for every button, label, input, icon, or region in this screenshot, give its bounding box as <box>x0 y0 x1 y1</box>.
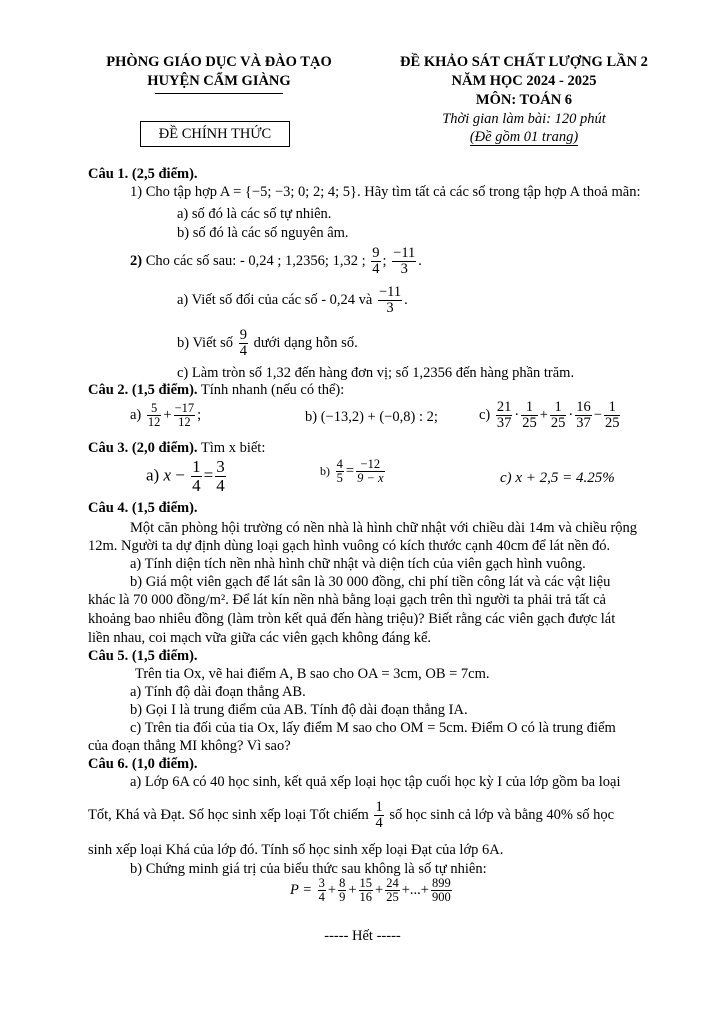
fraction <box>431 877 452 904</box>
q1-part2: 2) Cho các số sau: - 0,24 ; 1,2356; 1,32 ; $\frac{9}{4}$ ; $\frac{-11}{3}$ . <box>130 245 422 278</box>
fraction <box>521 400 538 431</box>
fraction <box>392 246 416 277</box>
q4-title: Câu 4. (1,5 điểm). <box>88 500 198 516</box>
numerator: 21 <box>496 399 512 415</box>
fraction <box>336 458 344 485</box>
q4-line2: 12m. Người ta dự định dùng loại gạch hình vuông có kích thước cạnh 40cm để lát nền đó. <box>88 538 611 554</box>
q5-title: Câu 5. (1,5 điểm). <box>88 648 198 664</box>
numerator: 15 <box>359 876 373 890</box>
denominator: 4 <box>375 815 383 832</box>
numerator: −12 <box>356 458 384 472</box>
q1-part2-label: 2) <box>130 253 143 270</box>
official-box: ĐỀ CHÍNH THỨC <box>140 121 290 147</box>
numerator: −11 <box>393 245 416 261</box>
fraction <box>191 458 202 495</box>
q3-heading <box>88 440 265 457</box>
numerator: 8 <box>339 876 346 890</box>
denominator: 25 <box>522 415 537 432</box>
q5-line3: b) Gọi I là trung điểm của AB. Tính độ dài đoạn thẳng IA. <box>130 702 468 718</box>
header-left-line1: PHÒNG GIÁO DỤC VÀ ĐÀO TẠO <box>106 54 332 70</box>
q2-heading <box>88 382 344 399</box>
q4-line7: liền nhau, coi mạch vữa giữa các viên gạch không đáng kể. <box>88 630 432 646</box>
numerator: 9 <box>372 245 380 261</box>
fraction <box>371 246 380 277</box>
fraction <box>496 400 513 431</box>
denominator: 5 <box>336 471 343 486</box>
q6-title: Câu 6. (1,0 điểm). <box>88 756 198 772</box>
q4-line5: khác là 70 000 đồng/m². Để lát kín nền nhà bằng loại gạch trên thì người ta phải trả tất cả <box>88 592 606 608</box>
q5-line5: của đoạn thẳng MI không? Vì sao? <box>88 738 291 754</box>
denominator: 16 <box>359 890 373 905</box>
fraction <box>575 400 592 431</box>
fraction <box>318 877 326 904</box>
denominator: 3 <box>386 300 394 317</box>
q2-a: a) $\frac{5}{12}$ + $\frac{-17}{12}$ ; <box>130 401 202 430</box>
q5-line2: a) Tính độ dài đoạn thẳng AB. <box>130 684 306 700</box>
denominator: 9 − x <box>357 471 384 486</box>
numerator: 16 <box>576 399 591 415</box>
header-right-line3: MÔN: TOÁN 6 <box>475 92 573 108</box>
q3-a-x: x <box>163 465 172 485</box>
q3-b-label: b) <box>320 463 330 478</box>
denominator: 12 <box>178 415 191 430</box>
numerator: 24 <box>386 876 399 890</box>
q1-part2-b <box>177 328 358 359</box>
q6-line3: sinh xếp loại Khá của lớp đó. Tính số học sinh xếp loại Đạt của lớp 6A. <box>88 842 504 858</box>
denominator: 37 <box>576 415 591 432</box>
denominator: 4 <box>372 261 380 278</box>
fraction <box>356 458 384 485</box>
denominator: 4 <box>239 343 247 360</box>
fraction <box>604 400 621 431</box>
q4-line1: Một căn phòng hội trường có nền nhà là hình chữ nhật với chiều dài 14m và chiều rộng <box>130 520 638 536</box>
numerator: 4 <box>336 457 343 471</box>
q1-part2-a: a) Viết số đối của các số - 0,24 và $\frac{-11}{3}$ . <box>177 284 408 317</box>
q2-b-label: b) <box>305 409 318 425</box>
numerator: 899 <box>431 876 451 890</box>
numerator: 1 <box>550 400 567 416</box>
fraction <box>359 877 374 904</box>
p-label: P = <box>290 881 313 898</box>
numerator: 9 <box>239 327 247 343</box>
q6-line2-part2: số học sinh cả lớp và bằng 40% số học <box>389 807 615 824</box>
q1-part1 <box>130 184 641 201</box>
denominator: 37 <box>496 415 512 432</box>
numerator: −11 <box>378 284 402 300</box>
end-marker: ----- Hết ----- <box>324 928 401 944</box>
fraction <box>374 800 383 831</box>
q1-part2-c: c) Làm tròn số 1,32 đến hàng đơn vị; số 1,2356 đến hàng phần trăm. <box>177 365 575 381</box>
q3-c: c) x + 2,5 = 4.25% <box>500 470 615 486</box>
q2-c: c) $\frac{21}{37}$ · $\frac{1}{25}$ + $\frac{1}{25}$ · $\frac{16}{37}$ − $\frac{1}{25}$ <box>479 399 620 432</box>
q5-line1: Trên tia Ox, vẽ hai điểm A, B sao cho OA = 3cm, OB = 7cm. <box>135 666 490 682</box>
header-right-line2: NĂM HỌC 2024 - 2025 <box>451 73 597 89</box>
fraction <box>385 877 400 904</box>
denominator: 4 <box>318 890 325 905</box>
exam-pages-text: (Đề gồm 01 trang) <box>469 129 579 145</box>
denominator: 25 <box>604 415 620 432</box>
denominator: 25 <box>386 890 399 905</box>
q6-line2-part1: Tốt, Khá và Đạt. Số học sinh xếp loại Tốt chiếm <box>88 807 369 824</box>
denominator: 12 <box>147 415 161 430</box>
q6-line4: b) Chứng minh giá trị của biểu thức sau không là số tự nhiên: <box>130 861 487 877</box>
q1-part1-b: b) số đó là các số nguyên âm. <box>177 225 349 241</box>
numerator: 1 <box>375 799 383 815</box>
q2-subtitle: Tính nhanh (nếu có thể): <box>197 382 345 398</box>
q3-a-label: a) <box>146 465 160 485</box>
exam-pages <box>372 129 676 146</box>
numerator: 3 <box>318 876 325 890</box>
q2-b-expr: (−13,2) + (−0,8) : 2; <box>320 409 438 425</box>
numerator: 3 <box>216 457 225 476</box>
q1-set-A: 1) Cho tập hợp A = {−5; −3; 0; 2; 4; 5} <box>130 184 357 200</box>
denominator: 4 <box>216 475 225 495</box>
denominator: 25 <box>550 415 566 432</box>
denominator: 3 <box>400 261 408 278</box>
q1-part1-rest: . Hãy tìm tất cả các số trong tập hợp A thoả mãn: <box>356 184 641 200</box>
p-dots: +...+ <box>401 881 429 898</box>
denominator: 9 <box>339 890 346 905</box>
fraction <box>215 458 226 495</box>
q1-part1-a: a) số đó là các số tự nhiên. <box>177 206 332 222</box>
fraction <box>378 285 402 316</box>
q3-title: Câu 3. (2,0 điểm). <box>88 440 198 456</box>
header-left-line2: HUYỆN CẨM GIÀNG <box>147 73 291 89</box>
q6-expression-P: P = $\frac{3}{4}$ + $\frac{8}{9}$ + $\frac{15}{16}$ + $\frac{24}{25}$ +...+ $\frac{899}{900}$ <box>290 876 451 905</box>
q5-line4: c) Trên tia đối của tia Ox, lấy điểm M sao cho OM = 5cm. Điểm O có là trung điểm <box>130 720 616 736</box>
exam-time: Thời gian làm bài: 120 phút <box>442 111 606 127</box>
q4-line3: a) Tính diện tích nền nhà hình chữ nhật và diện tích của viên gạch hình vuông. <box>130 556 586 572</box>
q3-b: b) $\frac{4}{5}$ = $\frac{-12}{9 - x}$ <box>320 457 384 486</box>
denominator: 4 <box>192 475 201 495</box>
denominator: 900 <box>431 890 451 905</box>
numerator: 1 <box>192 457 201 476</box>
fraction <box>174 402 196 429</box>
numerator: −17 <box>174 401 195 415</box>
numerator: 1 <box>521 400 538 416</box>
q1-title: Câu 1. (2,5 điểm). <box>88 166 198 182</box>
q1-part2-text: Cho các số sau: - 0,24 ; 1,2356; 1,32 ; <box>142 253 366 270</box>
q2-b <box>305 409 438 426</box>
numerator: 1 <box>604 400 621 416</box>
q6-line1: a) Lớp 6A có 40 học sinh, kết quả xếp loại học tập cuối học kỳ I của lớp gồm ba loại <box>130 774 621 790</box>
header-right-line1: ĐỀ KHẢO SÁT CHẤT LƯỢNG LẦN 2 <box>400 54 648 70</box>
numerator: 5 <box>147 402 162 416</box>
q4-line4: b) Giá một viên gạch để lát sân là 30 000 đồng, chi phí tiền công lát và các vật liệu <box>130 574 611 590</box>
header-left-underline <box>155 93 283 94</box>
q1-part2-b-text2: dưới dạng hỗn số. <box>253 335 358 352</box>
q4-line6: khoảng bao nhiêu đồng (làm tròn kết quả đến hàng triệu)? Biết rằng các viên gạch được lát <box>88 611 616 627</box>
q1-part2-a-text: a) Viết số đối của các số - 0,24 và <box>177 292 373 309</box>
q2-c-label: c) <box>479 407 491 424</box>
q3-subtitle: Tìm x biết: <box>197 440 266 456</box>
fraction <box>550 400 567 431</box>
fraction <box>147 402 162 429</box>
q2-title: Câu 2. (1,5 điểm). <box>88 382 198 398</box>
q6-line2 <box>88 800 614 831</box>
fraction <box>338 877 346 904</box>
q1-part2-b-text1: b) Viết số <box>177 335 234 352</box>
fraction <box>239 328 248 359</box>
q2-a-label: a) <box>130 406 142 423</box>
q3-a: a) x − $\frac{1}{4}$ = $\frac{3}{4}$ <box>146 457 225 495</box>
